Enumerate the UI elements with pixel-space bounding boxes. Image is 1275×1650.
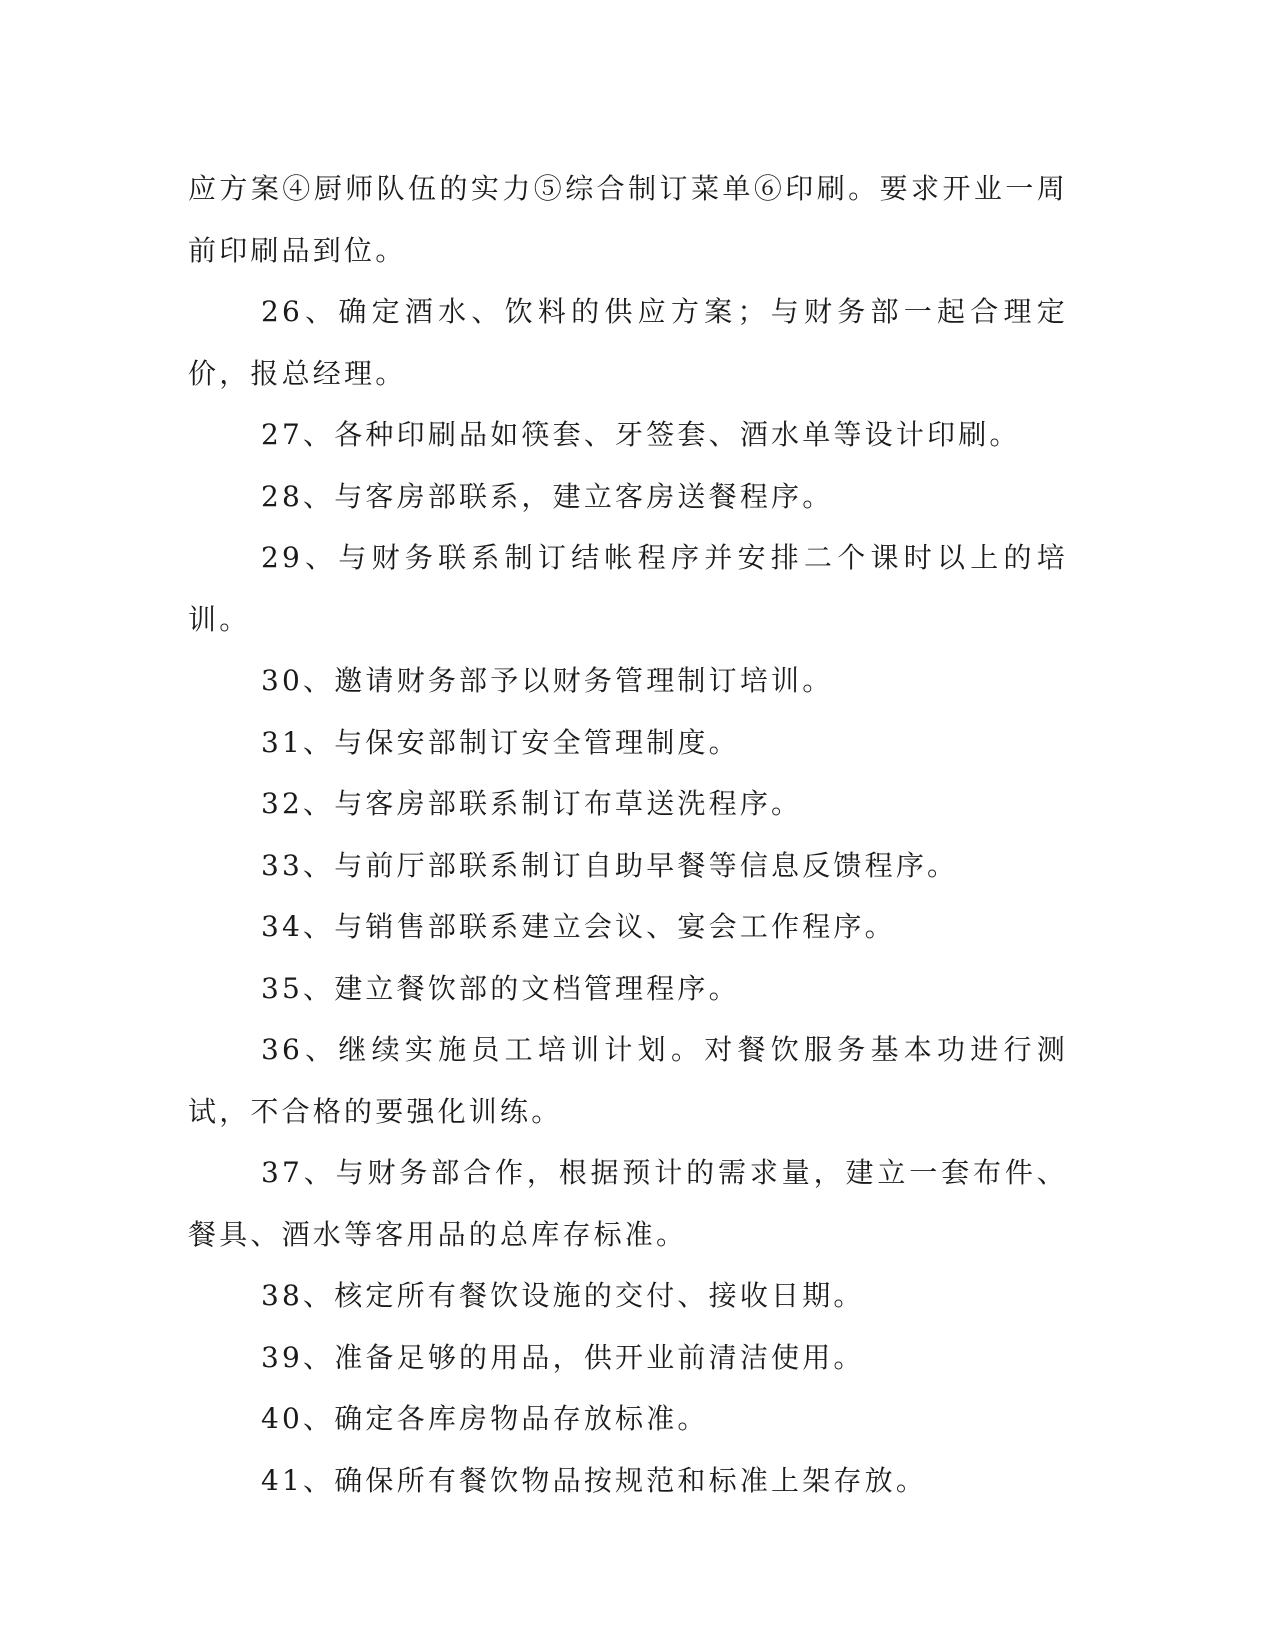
paragraph-item-28: 28、与客房部联系，建立客房送餐程序。 [261,479,834,513]
paragraph-item-31: 31、与保安部制订安全管理制度。 [261,725,740,759]
paragraph-item-26: 26、确定酒水、饮料的供应方案；与财务部一起合理定价，报总经理。 [188,295,1068,390]
paragraph-continuation: 应方案④厨师队伍的实力⑤综合制订菜单⑥印刷。要求开业一周前印刷品到位。 [188,172,1068,267]
paragraph-item-37: 37、与财务部合作，根据预计的需求量，建立一套布件、餐具、酒水等客用品的总库存标准。 [188,1156,1068,1251]
paragraph-item-35: 35、建立餐饮部的文档管理程序。 [261,971,740,1005]
paragraph-item-27: 27、各种印刷品如筷套、牙签套、酒水单等设计印刷。 [261,418,1021,451]
paragraph-item-34: 34、与销售部联系建立会议、宴会工作程序。 [261,910,896,943]
paragraph-item-36: 36、继续实施员工培训计划。对餐饮服务基本功进行测试，不合格的要强化训练。 [188,1033,1068,1128]
paragraph-item-29: 29、与财务联系制订结帐程序并安排二个课时以上的培训。 [188,541,1068,636]
paragraph-item-40: 40、确定各库房物品存放标准。 [261,1402,709,1435]
paragraph-item-39: 39、准备足够的用品，供开业前清洁使用。 [261,1340,865,1374]
paragraph-item-41: 41、确保所有餐饮物品按规范和标准上架存放。 [261,1463,928,1497]
paragraph-item-30: 30、邀请财务部予以财务管理制订培训。 [261,664,834,697]
document-body [188,158,1068,1511]
paragraph-item-38: 38、核定所有餐饮设施的交付、接收日期。 [261,1279,865,1312]
paragraph-item-32: 32、与客房部联系制订布草送洗程序。 [261,787,803,820]
paragraph-item-33: 33、与前厅部联系制订自助早餐等信息反馈程序。 [261,848,959,882]
